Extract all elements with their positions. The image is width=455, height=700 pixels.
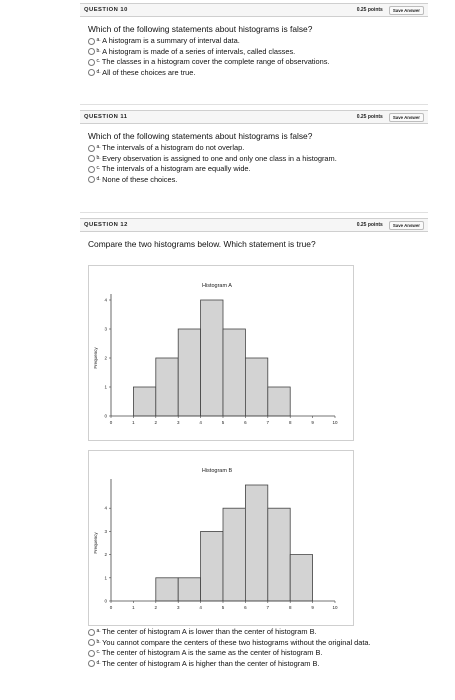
radio-button[interactable] xyxy=(88,660,95,667)
y-tick-label: 4 xyxy=(104,505,107,511)
question-text: Compare the two histograms below. Which statement is true? xyxy=(88,239,316,249)
y-axis-label: Frequency xyxy=(93,532,98,554)
chart-title: Histogram A xyxy=(202,283,232,289)
question-points: 0.25 points xyxy=(356,222,383,228)
option-text: A histogram is a summary of interval data. xyxy=(102,36,240,45)
x-tick-label: 3 xyxy=(176,420,180,425)
histogram-b-panel xyxy=(88,450,354,626)
histogram-bar xyxy=(223,329,245,416)
histogram-bar xyxy=(178,329,200,416)
save-answer-button[interactable]: Save Answer xyxy=(389,6,424,15)
histogram-bar xyxy=(268,387,290,416)
option-letter: d. xyxy=(96,659,101,666)
question-text: Which of the following statements about histograms is false? xyxy=(88,131,313,141)
option-text: Every observation is assigned to one and only one class in a histogram. xyxy=(102,153,337,163)
histogram-a-chart xyxy=(89,266,353,440)
option-a[interactable] xyxy=(88,627,428,638)
x-tick-label: 2 xyxy=(154,420,158,425)
histogram-bar xyxy=(201,531,223,601)
option-text: The center of histogram A is lower than the center of histogram B. xyxy=(102,627,317,636)
option-text: None of these choices. xyxy=(102,174,178,184)
histogram-bar xyxy=(268,508,290,601)
option-text: You cannot compare the centers of these two histograms without the original data. xyxy=(102,637,371,647)
question-12 xyxy=(80,218,428,251)
y-tick-label: 1 xyxy=(104,384,107,390)
x-tick-label: 10 xyxy=(332,605,338,610)
option-letter: c. xyxy=(96,649,101,655)
option-letter: a. xyxy=(96,628,101,634)
histogram-bar xyxy=(223,508,245,601)
y-axis-label: Frequency xyxy=(93,347,98,369)
radio-button[interactable] xyxy=(88,650,95,657)
histogram-bar xyxy=(156,578,178,601)
radio-button[interactable] xyxy=(88,48,95,55)
x-tick-label: 4 xyxy=(199,420,202,425)
y-tick-label: 2 xyxy=(104,355,107,361)
x-tick-label: 5 xyxy=(221,605,225,610)
option-d[interactable] xyxy=(88,659,428,670)
option-text: The center of histogram A is higher than the center of histogram B. xyxy=(102,658,320,668)
question-11 xyxy=(80,110,428,185)
option-text: The center of histogram A is the same as the center of histogram B. xyxy=(101,648,323,657)
option-d[interactable] xyxy=(88,68,428,79)
histogram-bar xyxy=(245,485,267,601)
x-tick-label: 0 xyxy=(109,420,113,425)
radio-button[interactable] xyxy=(88,639,95,646)
option-text: All of these choices are true. xyxy=(102,67,196,77)
option-text: The classes in a histogram cover the complete range of observations. xyxy=(101,57,330,66)
y-tick-label: 3 xyxy=(104,326,107,332)
option-d[interactable] xyxy=(88,175,428,186)
x-tick-label: 3 xyxy=(176,605,180,610)
radio-button[interactable] xyxy=(88,145,95,152)
answer-options xyxy=(88,627,428,669)
radio-button[interactable] xyxy=(88,166,95,173)
save-answer-button[interactable]: Save Answer xyxy=(389,113,424,122)
question-points: 0.25 points xyxy=(356,7,383,13)
option-b[interactable] xyxy=(88,638,428,649)
option-letter: b. xyxy=(96,154,101,161)
question-title: QUESTION 12 xyxy=(84,222,128,228)
y-tick-label: 0 xyxy=(104,413,107,419)
y-tick-label: 2 xyxy=(104,552,107,558)
histogram-b-chart xyxy=(89,451,353,625)
x-tick-label: 8 xyxy=(288,420,292,425)
option-a[interactable] xyxy=(88,36,428,47)
radio-button[interactable] xyxy=(88,69,95,76)
question-header xyxy=(80,218,428,232)
x-tick-label: 9 xyxy=(311,605,314,610)
option-b[interactable] xyxy=(88,154,428,165)
option-c[interactable] xyxy=(88,164,428,175)
option-letter: d. xyxy=(96,175,101,182)
question-points: 0.25 points xyxy=(356,114,383,120)
histogram-bar xyxy=(178,578,200,601)
option-c[interactable] xyxy=(88,57,428,68)
radio-button[interactable] xyxy=(88,155,95,162)
question-12-options xyxy=(80,627,428,669)
question-header xyxy=(80,110,428,124)
section-divider xyxy=(80,104,428,105)
histogram-bar xyxy=(156,358,178,416)
histogram-bar xyxy=(290,555,312,601)
answer-options xyxy=(88,36,428,78)
radio-button[interactable] xyxy=(88,59,95,66)
option-letter: d. xyxy=(96,68,101,75)
x-tick-label: 9 xyxy=(311,420,314,425)
x-tick-label: 2 xyxy=(154,605,158,610)
option-letter: c. xyxy=(96,58,101,64)
save-answer-button[interactable]: Save Answer xyxy=(389,221,424,230)
x-tick-label: 6 xyxy=(244,420,247,425)
question-10 xyxy=(80,3,428,78)
y-tick-label: 0 xyxy=(104,598,107,604)
y-tick-label: 3 xyxy=(104,528,107,534)
histogram-bar xyxy=(133,387,155,416)
x-tick-label: 4 xyxy=(199,605,202,610)
option-c[interactable] xyxy=(88,648,428,659)
x-tick-label: 1 xyxy=(132,605,135,610)
histogram-bar xyxy=(201,300,223,416)
x-tick-label: 6 xyxy=(244,605,247,610)
x-tick-label: 10 xyxy=(332,420,338,425)
section-divider xyxy=(80,212,428,213)
option-letter: b. xyxy=(96,638,101,645)
x-tick-label: 5 xyxy=(221,420,225,425)
x-tick-label: 7 xyxy=(266,605,270,610)
option-letter: c. xyxy=(96,165,101,171)
x-tick-label: 0 xyxy=(109,605,113,610)
x-tick-label: 8 xyxy=(288,605,292,610)
question-text: Which of the following statements about histograms is false? xyxy=(88,24,313,34)
option-letter: a. xyxy=(96,37,101,43)
y-tick-label: 1 xyxy=(104,575,107,581)
histogram-a-panel xyxy=(88,265,354,441)
x-tick-label: 7 xyxy=(266,420,270,425)
question-title: QUESTION 11 xyxy=(84,114,128,120)
option-text: A histogram is made of a series of intervals, called classes. xyxy=(102,46,296,56)
chart-title: Histogram B xyxy=(201,468,233,474)
radio-button[interactable] xyxy=(88,38,95,45)
radio-button[interactable] xyxy=(88,176,95,183)
option-b[interactable] xyxy=(88,47,428,58)
y-tick-label: 4 xyxy=(104,297,107,303)
option-letter: a. xyxy=(96,144,101,150)
radio-button[interactable] xyxy=(88,629,95,636)
option-a[interactable] xyxy=(88,143,428,154)
question-title: QUESTION 10 xyxy=(84,7,128,13)
histogram-bar xyxy=(245,358,267,416)
question-header xyxy=(80,3,428,17)
answer-options xyxy=(88,143,428,185)
option-text: The intervals of a histogram are equally wide. xyxy=(101,164,251,173)
x-tick-label: 1 xyxy=(132,420,135,425)
option-letter: b. xyxy=(96,47,101,54)
option-text: The intervals of a histogram do not overlap. xyxy=(102,143,245,152)
